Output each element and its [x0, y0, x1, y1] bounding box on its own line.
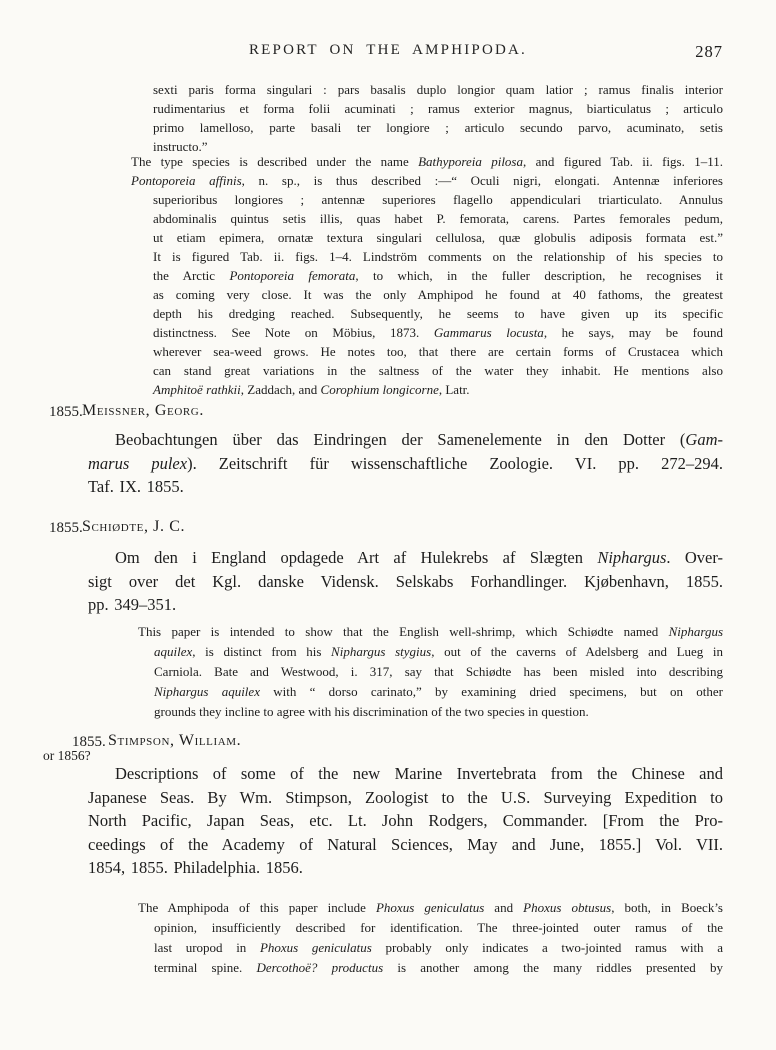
- entry-body-stimpson: [88, 762, 723, 880]
- text-line: Pontoporeia affinis, n. sp., is thus described :—“ Oculi nigri, elongati. Antennæ inferiores: [131, 173, 723, 188]
- text-line: ut etiam epimera, ornatæ textura singulari cellulosa, quæ globulis adiposis formata est.”: [153, 230, 723, 245]
- type-species-note-paragraph: [131, 152, 723, 399]
- text-line: sexti paris forma singulari : pars basalis duplo longior quam latior ; ramus finalis interior: [153, 82, 723, 97]
- entry-author: Stimpson, William.: [108, 732, 242, 749]
- text-line: abdominalis quintus setis illis, quas habet P. femorata, carens. Partes femorales pedum,: [153, 211, 723, 226]
- text-line: depth his dredging reached. Subsequently, he seems to have given up its specific: [153, 306, 723, 321]
- text-line: instructo.”: [153, 139, 208, 154]
- text-line: rudimentarius et forma folii acuminati ; ramus exterior magnus, biarticulatus ; articulo: [153, 101, 723, 116]
- running-header-title: REPORT ON THE AMPHIPODA.: [248, 42, 528, 58]
- entry-note-schiodte: [138, 622, 723, 722]
- text-line: Amphitoë rathkii, Zaddach, and Corophium longicorne, Latr.: [153, 382, 470, 397]
- text-line: The Amphipoda of this paper include Phoxus geniculatus and Phoxus obtusus, both, in Boeck’s: [138, 900, 723, 915]
- page-number: 287: [695, 42, 723, 61]
- entry-year: 1855.: [49, 404, 83, 420]
- text-line: wherever sea-weed grows. He notes too, that there are certain forms of Crustacea which: [153, 344, 723, 359]
- text-line: Carniola. Bate and Westwood, i. 317, say that Schiødte has been misled into describing: [154, 664, 723, 679]
- text-line: 1854, 1855. Philadelphia. 1856.: [88, 858, 303, 877]
- text-line: This paper is intended to show that the English well-shrimp, which Schiødte named Niphargus: [138, 624, 723, 639]
- text-line: ceedings of the Academy of Natural Sciences, May and June, 1855.] Vol. VII.: [88, 834, 723, 854]
- text-line: primo lamelloso, parte basali ter longiore ; articulo secundo parvo, acuminato, setis: [153, 120, 723, 135]
- text-line: as coming very close. It was the only Amphipod he found at 40 fathoms, the greatest: [153, 287, 723, 302]
- entry-author: Schiødte, J. C.: [82, 518, 186, 535]
- continuation-quote-paragraph: [131, 80, 723, 156]
- text-line: Japanese Seas. By Wm. Stimpson, Zoologist to the U.S. Surveying Expedition to: [88, 787, 723, 807]
- entry-alt-year: or 1856?: [43, 748, 91, 763]
- text-line: pp. 349–351.: [88, 595, 177, 614]
- entry-heading-schiodte: [0, 518, 776, 540]
- entry-year: 1855.: [72, 734, 106, 750]
- text-line: Taf. IX. 1855.: [88, 477, 184, 496]
- text-line: opinion, insufficiently described for identification. The three-jointed outer ramus of the: [154, 920, 723, 935]
- entry-note-stimpson: [138, 898, 723, 978]
- text-line: sigt over det Kgl. danske Vidensk. Selskabs Forhandlinger. Kjøbenhavn, 1855.: [88, 571, 723, 591]
- text-line: aquilex, is distinct from his Niphargus stygius, out of the caverns of Adelsberg and Lueg in: [154, 644, 723, 659]
- entry-author: Meissner, Georg.: [82, 402, 204, 419]
- text-line: can stand great variations in the saltness of the water they inhabit. He mentions also: [153, 363, 723, 378]
- text-line: Beobachtungen über das Eindringen der Samenelemente in den Dotter (Gam-: [115, 430, 723, 449]
- entry-body-meissner: [88, 428, 723, 499]
- text-line: North Pacific, Japan Seas, etc. Lt. John Rodgers, Commander. [From the Pro-: [88, 811, 723, 830]
- text-line: the Arctic Pontoporeia femorata, to which, in the fuller description, he recognises it: [153, 268, 723, 283]
- entry-heading-stimpson: [0, 732, 776, 763]
- text-line: marus pulex). Zeitschrift für wissenschaftliche Zoologie. VI. pp. 272–294.: [88, 453, 723, 473]
- text-line: Niphargus aquilex with “ dorso carinato,” by examining dried specimens, but on other: [154, 684, 723, 699]
- entry-heading-meissner: [0, 402, 776, 424]
- text-line: superioribus longiores ; antennæ superiores flagello appendiculari triarticulato. Annulus: [153, 192, 723, 207]
- text-line: grounds they incline to agree with his discrimination of the two species in question.: [154, 704, 589, 719]
- text-line: last uropod in Phoxus geniculatus probably only indicates a two-jointed ramus with a: [154, 940, 723, 955]
- running-header: [0, 42, 776, 64]
- text-line: Om den i England opdagede Art af Hulekrebs af Slægten Niphargus. Over-: [115, 548, 723, 567]
- text-line: Descriptions of some of the new Marine Invertebrata from the Chinese and: [115, 764, 723, 783]
- text-line: distinctness. See Note on Möbius, 1873. Gammarus locusta, he says, may be found: [153, 325, 723, 340]
- text-line: It is figured Tab. ii. figs. 1–4. Lindström comments on the relationship of his species to: [153, 249, 723, 264]
- text-line: The type species is described under the name Bathyporeia pilosa, and figured Tab. ii. figs. 1–11.: [131, 154, 723, 169]
- entry-body-schiodte: [88, 546, 723, 617]
- text-line: terminal spine. Dercothoë? productus is another among the many riddles presented by: [154, 960, 723, 975]
- entry-year: 1855.: [49, 520, 83, 536]
